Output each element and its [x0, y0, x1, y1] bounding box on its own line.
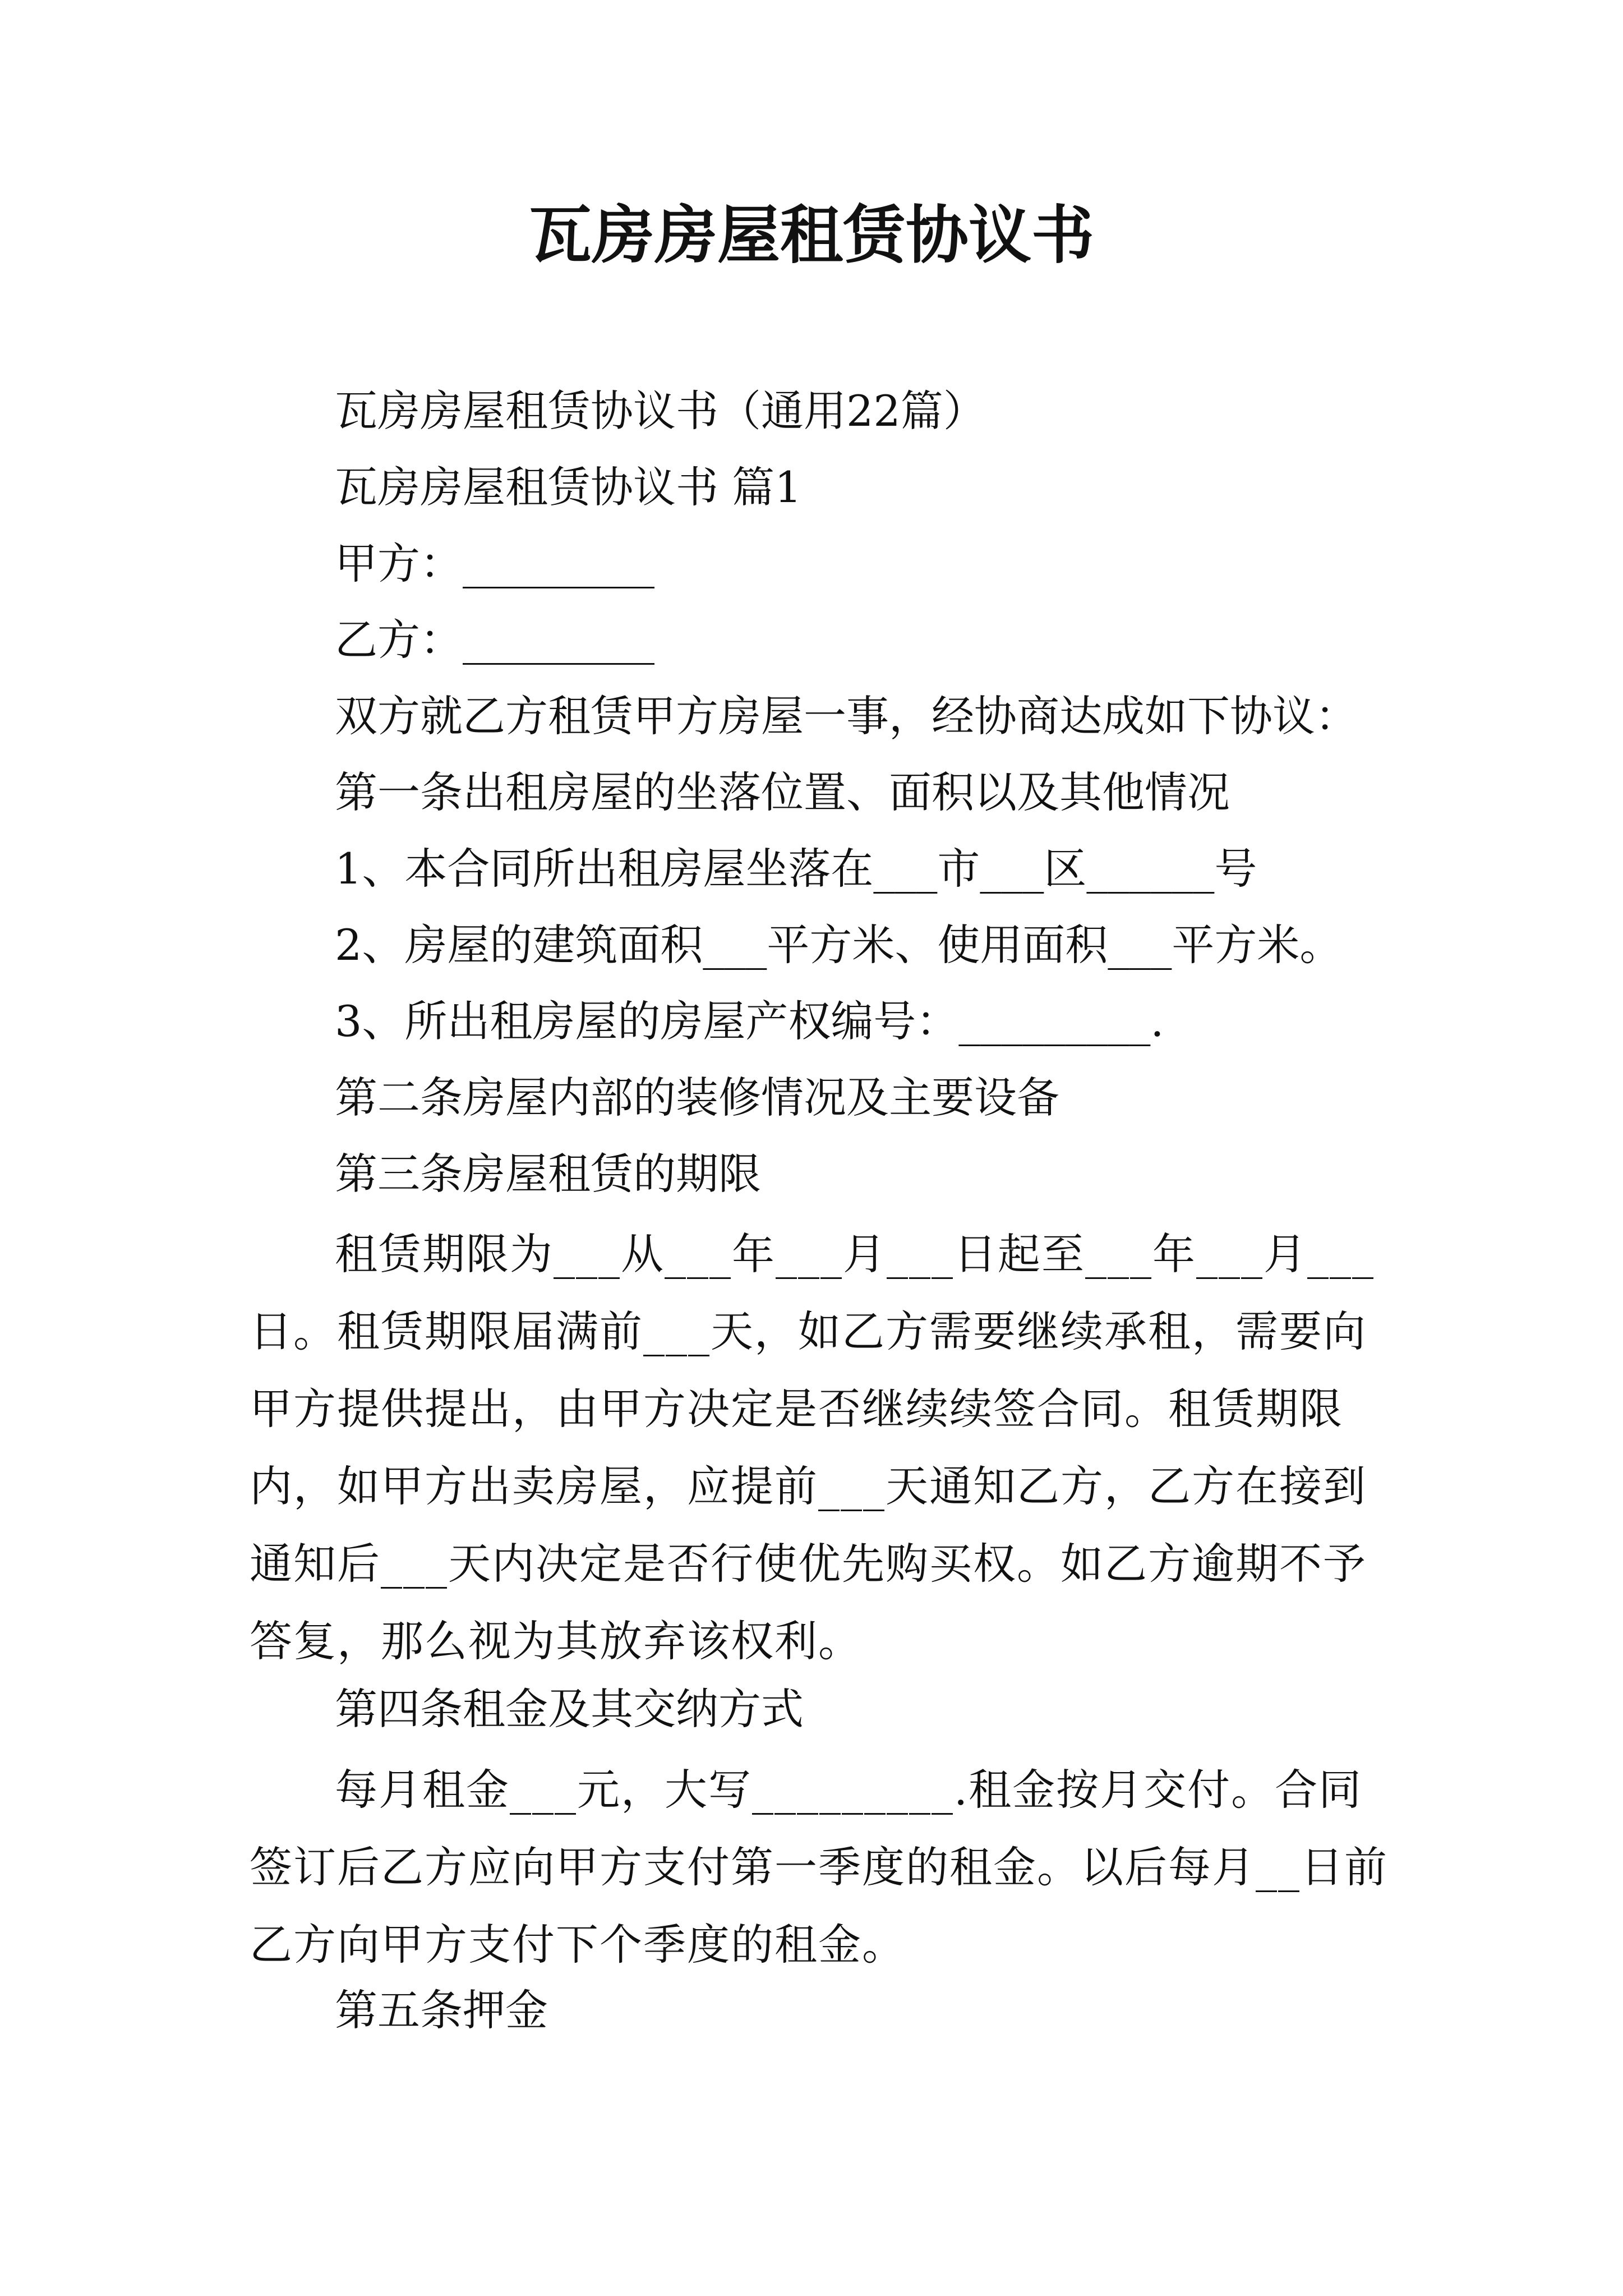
article-4-heading: 第四条租金及其交纳方式 — [335, 1684, 804, 1734]
document-title: 瓦房房屋租赁协议书 — [529, 199, 1094, 272]
article-1-heading: 第一条出租房屋的坐落位置、面积以及其他情况 — [335, 767, 1230, 817]
article-1-item-3: 3、所出租房屋的房屋产权编号：_________. — [335, 996, 1164, 1046]
lease-term-paragraph: 租赁期限为___从___年___月___日起至___年___月___日。租赁期限届满前___天，如乙方需要继续承租，需要向甲方提供提出，由甲方决定是否继续续签合同。租赁期限内，如甲方出卖房屋，应提前___天通知乙方，乙方在接到通知后___天内决定是否行使优先购买权。如乙方逾期不予答复，那么视为其放弃该权利。 — [250, 1229, 1375, 1666]
section-heading: 瓦房房屋租赁协议书 篇1 — [335, 462, 802, 512]
article-3-heading: 第三条房屋租赁的期限 — [335, 1149, 761, 1199]
article-5-heading: 第五条押金 — [335, 1985, 548, 2035]
agreement-intro: 双方就乙方租赁甲方房屋一事，经协商达成如下协议： — [335, 691, 1358, 741]
rent-paragraph: 每月租金___元，大写_________.租金按月交付。合同签订后乙方应向甲方支付第一季度的租金。以后每月__日前乙方向甲方支付下个季度的租金。 — [250, 1765, 1388, 1970]
party-b-line: 乙方：_________ — [335, 615, 654, 665]
article-2-heading: 第二条房屋内部的装修情况及主要设备 — [335, 1073, 1059, 1122]
article-1-item-2: 2、房屋的建筑面积___平方米、使用面积___平方米。 — [335, 920, 1343, 970]
article-1-item-1: 1、本合同所出租房屋坐落在___市___区______号 — [335, 844, 1257, 894]
party-a-line: 甲方：_________ — [335, 539, 654, 588]
subtitle-line: 瓦房房屋租赁协议书（通用22篇） — [335, 386, 986, 436]
